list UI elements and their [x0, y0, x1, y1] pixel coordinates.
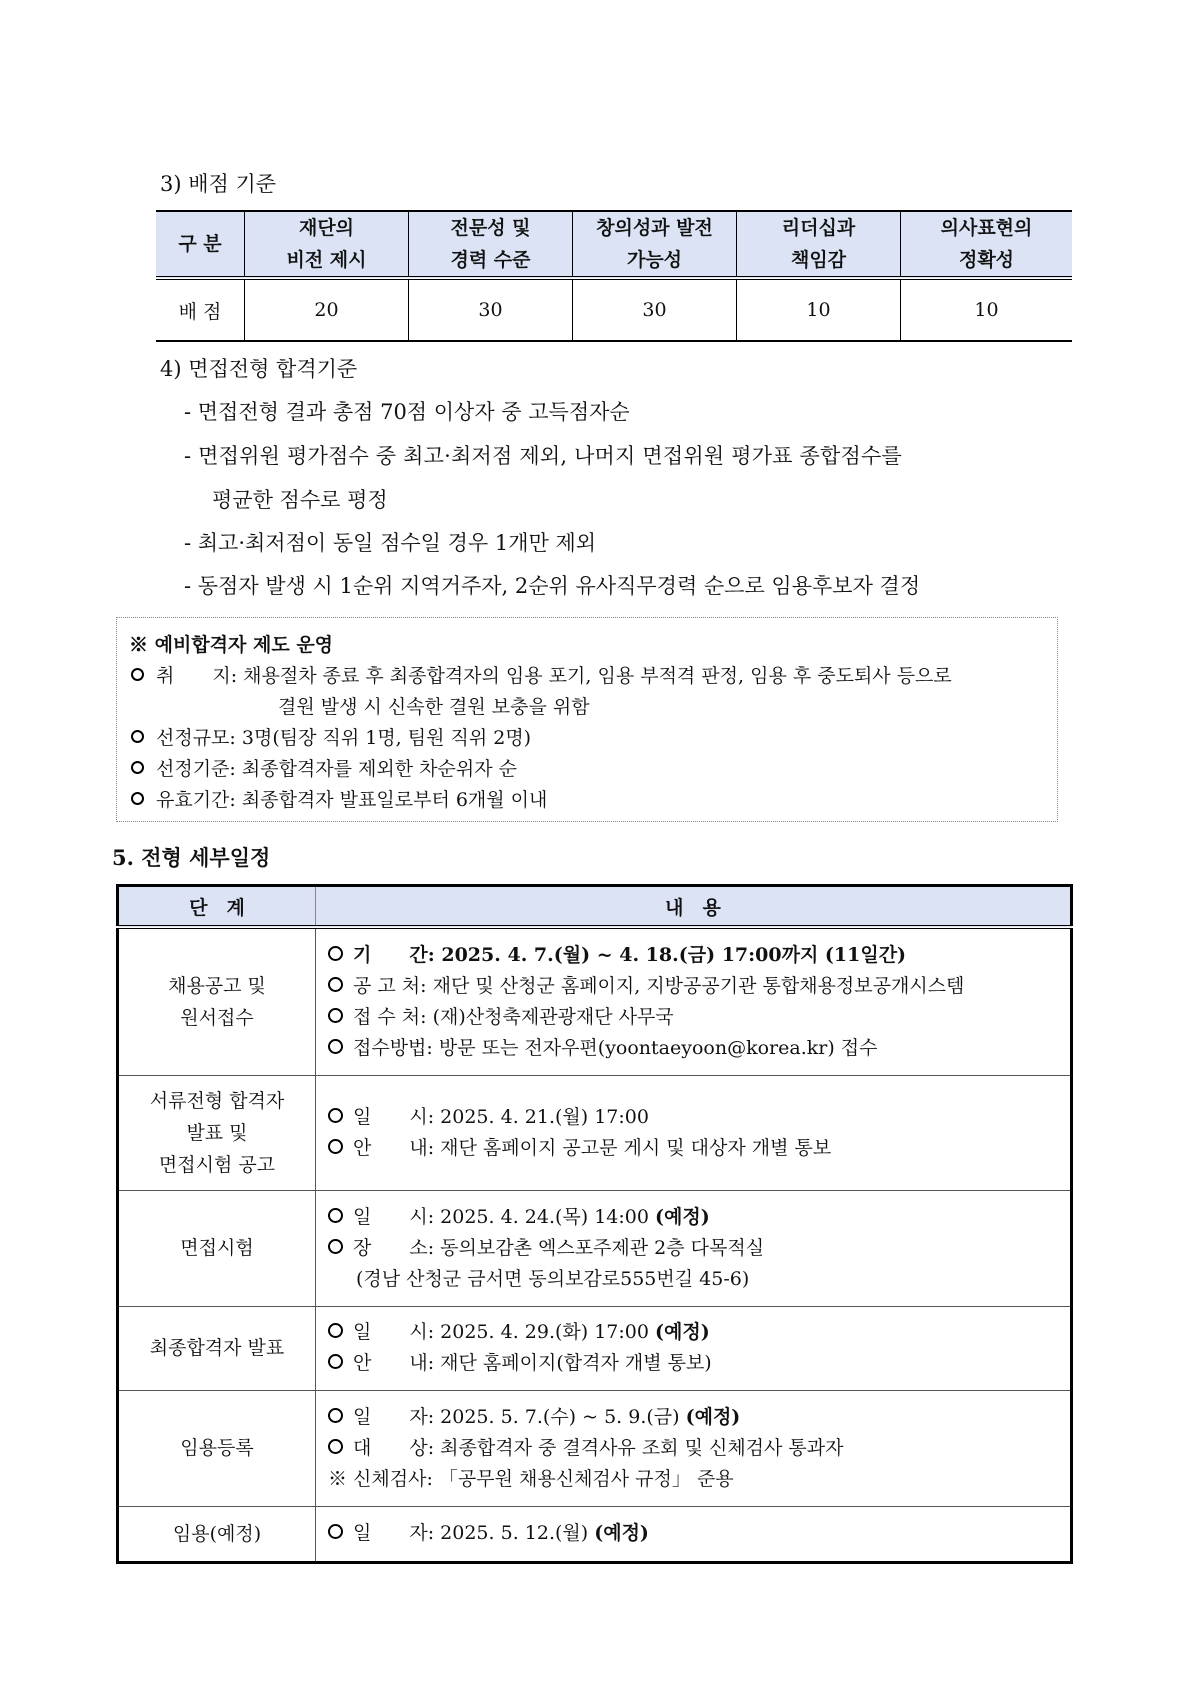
score-cell: 10 [901, 278, 1073, 341]
schedule-row [118, 927, 1072, 1075]
circle-bullet-icon [131, 730, 144, 743]
col-line: 리더십과 [781, 217, 856, 239]
note-key: 선정규모: [156, 727, 236, 749]
schedule-row [118, 1506, 1072, 1562]
col-line: 비전 제시 [286, 249, 367, 271]
circle-bullet-icon [328, 1408, 343, 1423]
tentative-label: (예정) [655, 1321, 710, 1343]
schedule-item [328, 940, 1070, 971]
stage-line: 서류전형 합격자 [149, 1089, 285, 1112]
item-key: 안 내: [353, 1352, 435, 1374]
item-value: 2025. 5. 7.(수) ~ 5. 9.(금) [440, 1405, 680, 1428]
item-value: (재)산청축제관광재단 사무국 [432, 1005, 674, 1028]
stage-line: 원서접수 [180, 1006, 254, 1029]
schedule-item [328, 1202, 1070, 1233]
score-col-expertise [409, 211, 573, 278]
criteria-item-continuation: 평균한 점수로 평정 [212, 488, 388, 512]
circle-bullet-icon [131, 792, 144, 805]
section-5-title: 5. 전형 세부일정 [112, 845, 271, 870]
circle-bullet-icon [131, 761, 144, 774]
col-line: 정확성 [958, 249, 1015, 271]
item-value: 최종합격자 중 결격사유 조회 및 신체검사 통과자 [440, 1436, 844, 1459]
item-value: 2025. 5. 12.(월) [440, 1522, 589, 1544]
score-table [156, 210, 1072, 342]
schedule-item [328, 1348, 1070, 1379]
circle-bullet-icon [131, 668, 144, 681]
schedule-row [118, 1190, 1072, 1306]
item-value: 2025. 4. 24.(목) 14:00 [440, 1205, 649, 1228]
circle-bullet-icon [328, 946, 343, 961]
col-line: 가능성 [626, 249, 683, 271]
note-item [131, 754, 517, 781]
circle-bullet-icon [328, 1354, 343, 1369]
note-key: 취 지: [156, 665, 238, 687]
schedule-item-continuation: (경남 산청군 금서면 동의보감로555번길 45-6) [356, 1267, 750, 1290]
schedule-item [328, 1402, 1070, 1433]
item-key: 일 시: [353, 1105, 435, 1128]
circle-bullet-icon [328, 1008, 343, 1023]
item-key: 기 간: [353, 943, 435, 966]
note-text: 최종합격자 발표일로부터 6개월 이내 [241, 789, 548, 811]
score-header-label: 구 분 [156, 211, 245, 278]
schedule-row [118, 1390, 1072, 1506]
item-key: 일 자: [353, 1522, 435, 1544]
item-key: 장 소: [353, 1236, 435, 1259]
col-line: 책임감 [790, 249, 847, 271]
score-col-creativity [573, 211, 737, 278]
item-value: 동의보감촌 엑스포주제관 2층 다목적실 [440, 1236, 765, 1259]
circle-bullet-icon [328, 1323, 343, 1338]
col-line: 창의성과 발전 [596, 217, 713, 239]
circle-bullet-icon [328, 1108, 343, 1123]
circle-bullet-icon [328, 1524, 343, 1539]
section-4-title: 4) 면접전형 합격기준 [160, 357, 358, 381]
col-line: 경력 수준 [450, 249, 531, 271]
schedule-item [328, 1317, 1070, 1348]
score-table-row [156, 278, 1072, 341]
schedule-item [328, 1233, 1070, 1264]
circle-bullet-icon [328, 1439, 343, 1454]
criteria-item: - 최고·최저점이 동일 점수일 경우 1개만 제외 [184, 531, 597, 555]
note-item-continuation: 결원 발생 시 신속한 결원 보충을 위함 [278, 696, 590, 718]
tentative-label: (예정) [594, 1522, 649, 1544]
score-cell: 10 [737, 278, 901, 341]
circle-bullet-icon [328, 977, 343, 992]
stage-line: 면접시험 공고 [158, 1153, 276, 1176]
schedule-item [328, 1033, 1070, 1064]
note-text: 3명(팀장 직위 1명, 팀원 직위 2명) [241, 727, 532, 749]
item-key: 안 내: [353, 1136, 435, 1159]
item-key: 일 시: [353, 1205, 435, 1228]
reserve-candidate-note-box [116, 617, 1058, 822]
schedule-stage [118, 927, 316, 1075]
schedule-stage: 면접시험 [118, 1190, 316, 1306]
schedule-content [316, 927, 1072, 1075]
col-line: 의사표현의 [940, 217, 1033, 239]
schedule-stage: 최종합격자 발표 [118, 1306, 316, 1390]
note-item [131, 785, 547, 812]
circle-bullet-icon [328, 1239, 343, 1254]
item-key: 일 자: [353, 1405, 435, 1428]
item-value: 「공무원 채용신체검사 규정」 준용 [438, 1467, 734, 1490]
score-row-label: 배 점 [156, 278, 245, 341]
item-key: ※ 신체검사: [328, 1467, 433, 1490]
circle-bullet-icon [328, 1208, 343, 1223]
note-key: 선정기준: [156, 758, 236, 780]
schedule-content [316, 1190, 1072, 1306]
item-key: 일 시: [353, 1321, 435, 1343]
score-cell: 20 [245, 278, 409, 341]
score-table-header [156, 211, 1072, 278]
item-value: 재단 및 산청군 홈페이지, 지방공공기관 통합채용정보공개시스템 [432, 974, 965, 997]
item-value: 방문 또는 전자우편(yoontaeyoon@korea.kr) 접수 [438, 1036, 878, 1059]
schedule-row [118, 1306, 1072, 1390]
schedule-row [118, 1075, 1072, 1190]
schedule-stage: 임용(예정) [118, 1506, 316, 1562]
col-line: 재단의 [298, 217, 355, 239]
circle-bullet-icon [328, 1039, 343, 1054]
stage-line: 채용공고 및 [168, 974, 266, 997]
item-key: 접수방법: [353, 1036, 433, 1059]
section-3-title: 3) 배점 기준 [160, 172, 277, 196]
score-col-leadership [737, 211, 901, 278]
schedule-content [316, 1306, 1072, 1390]
stage-line: 발표 및 [186, 1121, 248, 1144]
schedule-item [328, 1002, 1070, 1033]
circle-bullet-icon [328, 1139, 343, 1154]
schedule-col-stage: 단 계 [118, 886, 316, 928]
tentative-label: (예정) [685, 1405, 741, 1428]
schedule-stage: 임용등록 [118, 1390, 316, 1506]
note-text: 채용절차 종료 후 최종합격자의 임용 포기, 임용 부적격 판정, 임용 후 중도퇴사 등으로 [243, 665, 952, 687]
note-title: ※ 예비합격자 제도 운영 [129, 634, 334, 656]
schedule-table [116, 884, 1073, 1564]
note-item [131, 723, 531, 750]
item-value: 재단 홈페이지(합격자 개별 통보) [440, 1352, 712, 1374]
schedule-header [118, 886, 1072, 928]
schedule-content [316, 1506, 1072, 1562]
score-cell: 30 [573, 278, 737, 341]
schedule-item [328, 1518, 1070, 1549]
criteria-item: - 면접전형 결과 총점 70점 이상자 중 고득점자순 [184, 400, 630, 424]
schedule-item [328, 971, 1070, 1002]
item-value: 2025. 4. 21.(월) 17:00 [440, 1105, 649, 1128]
score-cell: 30 [409, 278, 573, 341]
schedule-content [316, 1390, 1072, 1506]
schedule-stage [118, 1075, 316, 1190]
schedule-item [328, 1102, 1070, 1133]
schedule-content [316, 1075, 1072, 1190]
schedule-item [328, 1433, 1070, 1464]
item-value: 2025. 4. 29.(화) 17:00 [440, 1321, 649, 1343]
item-value: 재단 홈페이지 공고문 게시 및 대상자 개별 통보 [440, 1136, 832, 1159]
score-col-vision [245, 211, 409, 278]
note-item [131, 661, 952, 688]
tentative-label: (예정) [655, 1205, 710, 1228]
score-col-expression [901, 211, 1073, 278]
note-key: 유효기간: [156, 789, 236, 811]
item-key: 대 상: [353, 1436, 435, 1459]
note-text: 최종합격자를 제외한 차순위자 순 [241, 758, 517, 780]
schedule-note [328, 1464, 1070, 1495]
schedule-item [328, 1133, 1070, 1164]
criteria-item: - 면접위원 평가점수 중 최고·최저점 제외, 나머지 면접위원 평가표 종합점수를 [184, 444, 902, 468]
col-line: 전문성 및 [450, 217, 531, 239]
item-key: 공 고 처: [353, 974, 427, 997]
criteria-item: - 동점자 발생 시 1순위 지역거주자, 2순위 유사직무경력 순으로 임용후보자 결정 [184, 574, 921, 598]
schedule-col-content: 내 용 [316, 886, 1072, 928]
item-value: 2025. 4. 7.(월) ~ 4. 18.(금) 17:00까지 (11일간) [441, 943, 907, 966]
item-key: 접 수 처: [353, 1005, 427, 1028]
